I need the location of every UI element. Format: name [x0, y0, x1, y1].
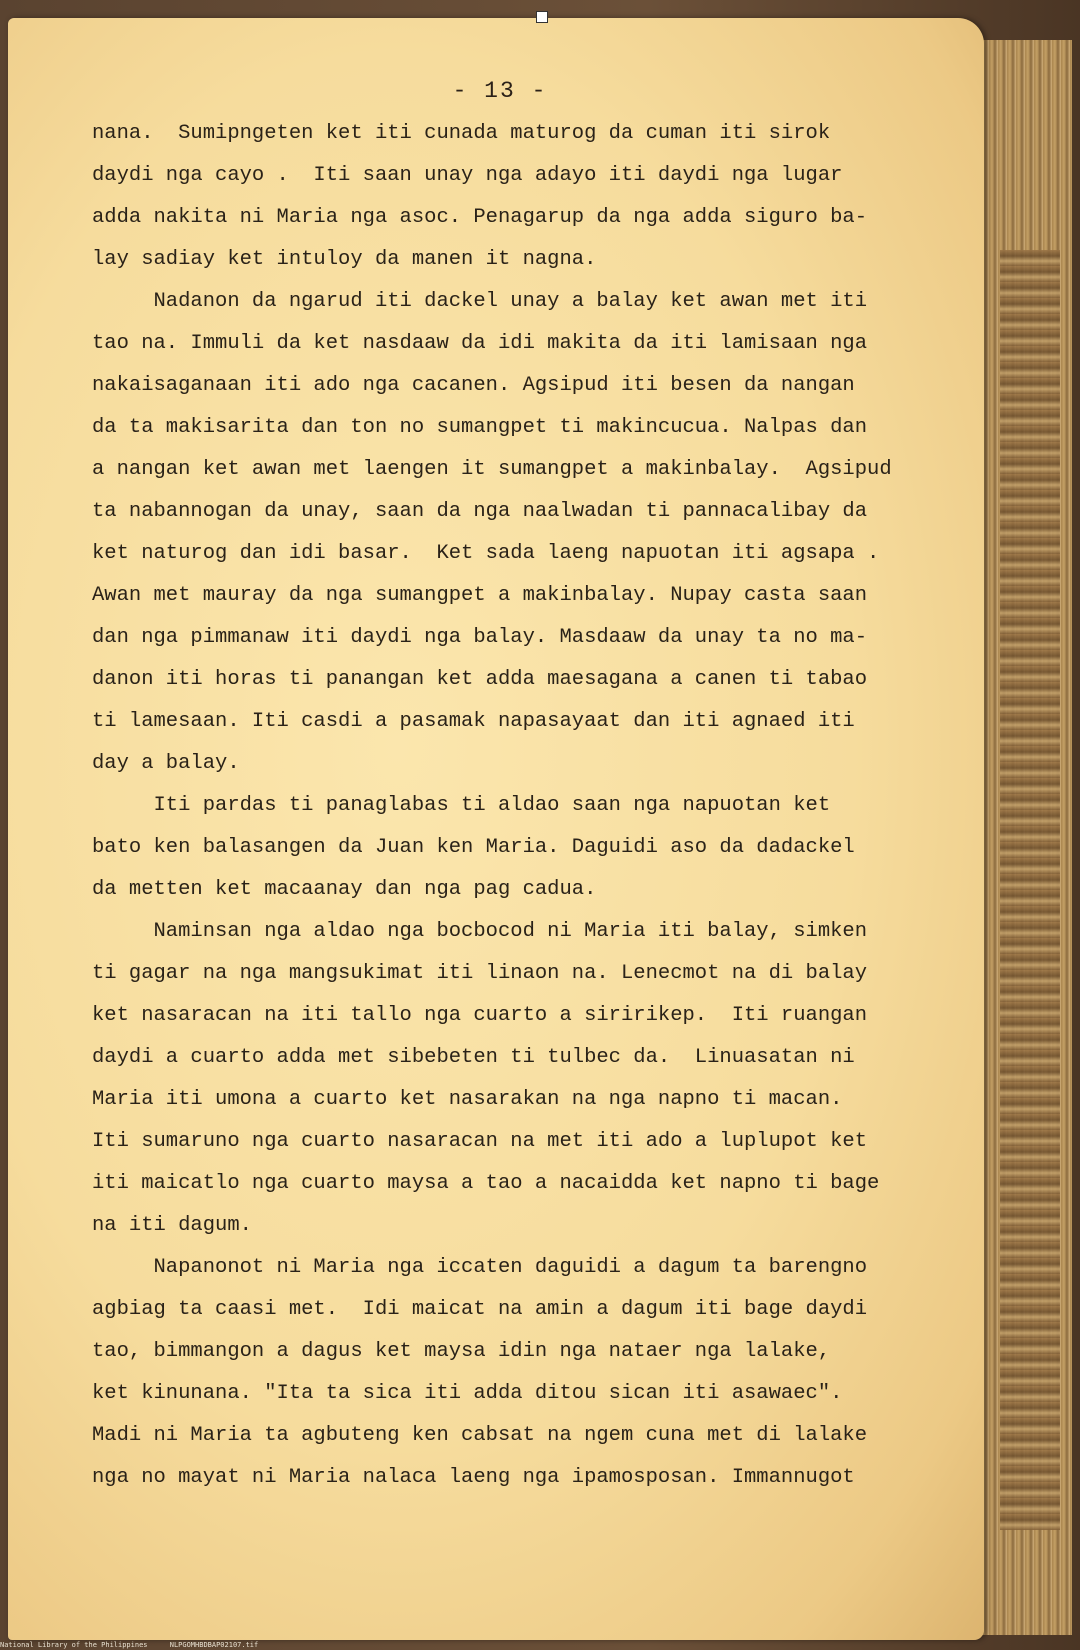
- text-line: lay sadiay ket intuloy da manen it nagna.: [92, 248, 597, 271]
- text-line: ti gagar na nga mangsukimat iti linaon na. Lenecmot na di balay: [92, 962, 868, 985]
- text-line: da ta makisarita dan ton no sumangpet ti makincucua. Nalpas dan: [92, 416, 868, 439]
- page-number: - 13 -: [452, 78, 548, 104]
- scan-marker-icon: [536, 11, 548, 23]
- text-line: bato ken balasangen da Juan ken Maria. Daguidi aso da dadackel: [92, 836, 855, 859]
- text-line: Nadanon da ngarud iti dackel unay a balay ket awan met iti: [92, 290, 868, 313]
- footer-filename: NLPGOMHBDBAP02107.tif: [169, 1641, 259, 1649]
- text-line: agbiag ta caasi met. Idi maicat na amin a dagum iti bage daydi: [92, 1298, 868, 1321]
- text-line: daydi nga cayo . Iti saan unay nga adayo iti daydi nga lugar: [92, 164, 843, 187]
- text-line: dan nga pimmanaw iti daydi nga balay. Masdaaw da unay ta no ma-: [92, 626, 868, 649]
- text-line: Maria iti umona a cuarto ket nasarakan na nga napno ti macan.: [92, 1088, 843, 1111]
- text-line: nakaisaganaan iti ado nga cacanen. Agsipud iti besen da nangan: [92, 374, 855, 397]
- text-line: Iti pardas ti panaglabas ti aldao saan nga napuotan ket: [92, 794, 831, 817]
- text-line: Iti sumaruno nga cuarto nasaracan na met iti ado a luplupot ket: [92, 1130, 868, 1153]
- text-line: da metten ket macaanay dan nga pag cadua.: [92, 878, 597, 901]
- text-line: a nangan ket awan met laengen it sumangpet a makinbalay. Agsipud: [92, 458, 892, 481]
- text-line: ta nabannogan da unay, saan da nga naalwadan ti pannacalibay da: [92, 500, 868, 523]
- text-line: tao na. Immuli da ket nasdaaw da idi makita da iti lamisaan nga: [92, 332, 868, 355]
- text-line: Naminsan nga aldao nga bocbocod ni Maria iti balay, simken: [92, 920, 868, 943]
- text-line: tao, bimmangon a dagus ket maysa idin nga nataer nga lalake,: [92, 1340, 831, 1363]
- text-line: daydi a cuarto adda met sibebeten ti tulbec da. Linuasatan ni: [92, 1046, 855, 1069]
- text-line: danon iti horas ti panangan ket adda maesagana a canen ti tabao: [92, 668, 868, 691]
- text-line: ket kinunana. "Ita ta sica iti adda ditou sican iti asawaec".: [92, 1382, 843, 1405]
- text-line: Awan met mauray da nga sumangpet a makinbalay. Nupay casta saan: [92, 584, 868, 607]
- text-line: Madi ni Maria ta agbuteng ken cabsat na ngem cuna met di lalake: [92, 1424, 868, 1447]
- text-line: nana. Sumipngeten ket iti cunada maturog da cuman iti sirok: [92, 122, 831, 145]
- text-line: na iti dagum.: [92, 1214, 252, 1237]
- book-page-edges-inner: [1000, 250, 1060, 1530]
- text-line: ket naturog dan idi basar. Ket sada laeng napuotan iti agsapa .: [92, 542, 880, 565]
- footer-library: National Library of the Philippines: [0, 1641, 148, 1649]
- text-line: iti maicatlo nga cuarto maysa a tao a nacaidda ket napno ti bage: [92, 1172, 880, 1195]
- body-text: [92, 113, 962, 1499]
- text-line: adda nakita ni Maria nga asoc. Penagarup da nga adda siguro ba-: [92, 206, 868, 229]
- text-line: nga no mayat ni Maria nalaca laeng nga ipamosposan. Immannugot: [92, 1466, 855, 1489]
- text-line: day a balay.: [92, 752, 240, 775]
- text-line: Napanonot ni Maria nga iccaten daguidi a dagum ta barengno: [92, 1256, 868, 1279]
- text-line: ti lamesaan. Iti casdi a pasamak napasayaat dan iti agnaed iti: [92, 710, 855, 733]
- scan-footer: [0, 1640, 1080, 1650]
- text-line: ket nasaracan na iti tallo nga cuarto a siririkep. Iti ruangan: [92, 1004, 868, 1027]
